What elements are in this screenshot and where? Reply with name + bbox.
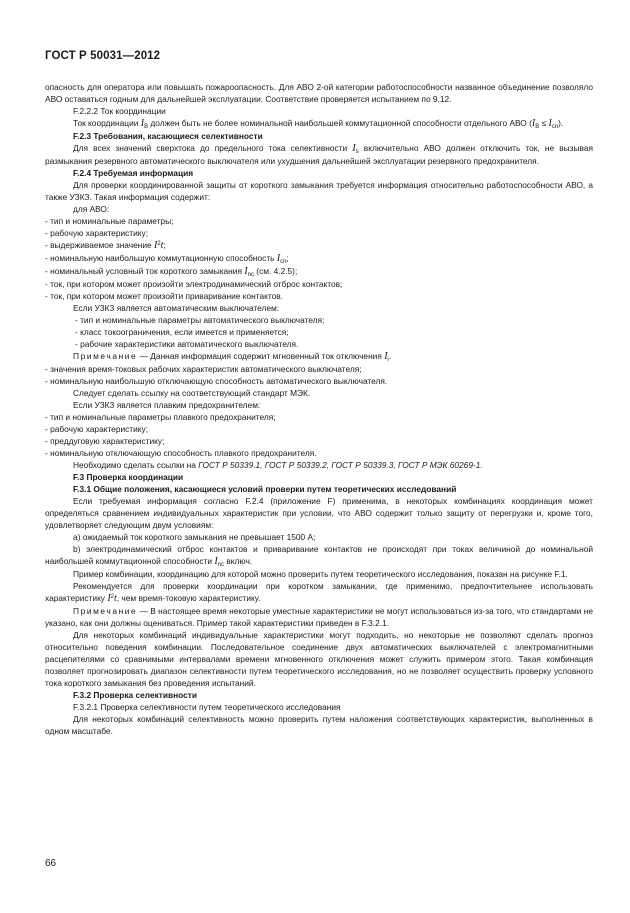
paragraph: - тип и номинальные параметры плавкого предохранителя;: [45, 412, 276, 422]
paragraph: для АВО:: [73, 204, 110, 214]
paragraph: - рабочие характеристики автоматического выключателя.: [75, 339, 299, 349]
paragraph: Если УЗКЗ является автоматическим выключателем:: [73, 303, 280, 313]
paragraph: Ток координации $I_B$ должен быть не более номинальной наибольшей коммутационной способности отдельного АВО $(I_B \le I_{cn})$.: [73, 118, 564, 130]
paragraph: - ток, при котором может произойти приваривание контактов.: [45, 291, 283, 301]
paragraph: - преддуговую характеристику;: [45, 436, 165, 446]
paragraph: - класс токоограничения, если имеется и применяется;: [75, 327, 289, 337]
paragraph: Необходимо сделать ссылки на ГОСТ Р 50339.1, ГОСТ Р 50339.2, ГОСТ Р 50339.3, ГОСТ Р МЭК 60269-1.: [73, 460, 483, 470]
paragraph: Для всех значений сверхтока до предельного тока селективности $I_s$ включительно АВО должен отключить ток, не вызывая размыкания резервного автоматического выключателя или ухудшения дальнейшей эксплуатации резервного предохранителя.: [45, 143, 593, 166]
paragraph: F.2.3 Требования, касающиеся селективности: [73, 131, 263, 141]
paragraph: F.2.4 Требуемая информация: [73, 168, 194, 178]
paragraph: - номинальную наибольшую коммутационную способность $I_{cn}$;: [45, 253, 289, 265]
page-header-standard-title: ГОСТ Р 50031—2012: [45, 50, 161, 62]
paragraph: Рекомендуется для проверки координации при коротком замыкании, где применимо, предпочтительнее использовать характеристику $I^2t$, чем время-токовую характеристику.: [45, 581, 593, 604]
paragraph: - тип и номинальные параметры автоматического выключателя;: [75, 315, 325, 325]
paragraph: - рабочую характеристику;: [45, 424, 149, 434]
paragraph: - тип и номинальные параметры;: [45, 216, 174, 226]
paragraph: Пример комбинации, координацию для которой можно проверить путем теоретического исследования, показан на рисунке F.1.: [73, 569, 568, 579]
paragraph: - выдерживаемое значение $I^2t$;: [45, 240, 166, 251]
paragraph: Если требуемая информация согласно F.2.4 (приложение F) применима, в некоторых комбинациях координация может определяться сравнением индивидуальных характеристик при условии, что АВО содержит только защиту от перегрузки и, кроме того, удовлетворяет следующим двум условиям:: [45, 496, 593, 530]
paragraph: Примечание — Данная информация содержит мгновенный ток отключения $I_i$.: [73, 351, 392, 363]
paragraph: F.3.2 Проверка селективности: [73, 690, 198, 700]
paragraph: F.3.1 Общие положения, касающиеся условий проверки путем теоретических исследований: [73, 484, 457, 494]
paragraph: - номинальную наибольшую отключающую способность автоматического выключателя.: [45, 376, 388, 386]
paragraph: - рабочую характеристику;: [45, 228, 149, 238]
paragraph: Следует сделать ссылку на соответствующий стандарт МЭК.: [73, 388, 311, 398]
paragraph: - номинальный условный ток короткого замыкания $I_{nc}$ (см. 4.2.5);: [45, 266, 298, 278]
paragraph: Для некоторых комбинаций индивидуальные характеристики могут подходить, но некоторые не позволяют сделать прогноз относительно поведения комбинации. Последовательное соединение двух автоматических выключателей с электромагнитными расцепителями со сравнимыми интервалами времени мгновенного отключения может служить примером этого. Такая комбинация позволяет прогнозировать диапазон селективности путем теоретического исследования, но не позволяет осуществить проверку условного тока короткого замыкания без проведения испытаний.: [45, 630, 593, 688]
paragraph: b) электродинамический отброс контактов и приваривание контактов не происходят при токах величиной до номинальной наибольшей коммутационной способности $I_{nc}$ включ.: [45, 544, 593, 568]
page-number: 66: [45, 858, 57, 869]
paragraph: - номинальную отключающую способность плавкого предохранителя.: [45, 448, 317, 458]
paragraph: - ток, при котором может произойти электродинамический отброс контактов;: [45, 279, 343, 289]
paragraph: Для проверки координированной защиты от короткого замыкания требуется информация относительно работоспособности АВО, а также УЗКЗ. Такая информация содержит:: [45, 180, 593, 202]
paragraph: Если УЗКЗ является плавким предохранителем:: [73, 400, 261, 410]
paragraph: Примечание — В настоящее время некоторые уместные характеристики не могут использоваться из-за того, что стандартами не указано, как они должны оцениваться. Пример такой характеристики приведен в F.3.2.1.: [45, 606, 593, 628]
paragraph: a) ожидаемый ток короткого замыкания не превышает 1500 А;: [73, 532, 316, 542]
paragraph: F.3.2.1 Проверка селективности путем теоретического исследования: [73, 702, 341, 712]
paragraph: Для некоторых комбинаций селективность можно проверить путем наложения соответствующих характеристик, выполненных в одном масштабе.: [45, 714, 593, 736]
page-body-text: [45, 81, 593, 737]
paragraph: F.3 Проверка координации: [73, 472, 184, 482]
paragraph: опасность для оператора или повышать пожароопасность. Для АВО 2-ой категории работоспособности названное объединение позволяло АВО оставаться годным для дальнейшей эксплуатации. Соответствие проверяется испытанием по 9.12.: [45, 82, 593, 104]
paragraph: - значения время-токовых рабочих характеристик автоматического выключателя;: [45, 364, 362, 374]
paragraph: F.2.2.2 Ток координации: [73, 106, 166, 116]
